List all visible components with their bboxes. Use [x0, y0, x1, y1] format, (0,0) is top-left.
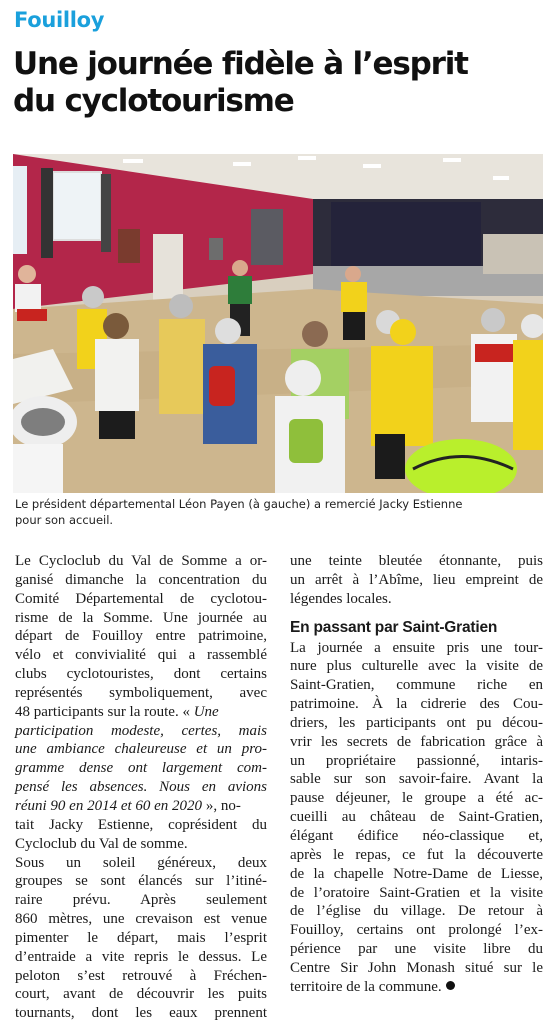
body-line: de l’église du village. De retour à	[290, 903, 543, 920]
body-line: élégant édifice néo-classique et,	[290, 827, 543, 844]
body-line-italic	[15, 740, 267, 759]
body-line: pimenter le départ, mais l’esprit	[15, 929, 267, 946]
end-of-article-dot-icon	[446, 981, 455, 990]
quote-text: participation modeste, certes, mais	[15, 722, 267, 739]
quote-start: Une	[193, 703, 219, 720]
cyclists-in-hall-illustration	[13, 154, 543, 493]
article-photo	[13, 154, 543, 493]
body-line: clubs cyclotouristes, dont certains	[15, 666, 267, 683]
body-line: nure plus culturelle avec la visite de	[290, 658, 543, 675]
body-line: Comité Départemental de cyclotou-	[15, 590, 267, 607]
body-line: un arrêt à l’Abîme, lieu empreint de	[290, 571, 543, 588]
headline-line-1: Une journée fidèle à l’esprit	[13, 46, 468, 82]
body-text: territoire de la commune.	[290, 978, 442, 995]
quote-text: gramme dense ont largement com-	[15, 760, 267, 777]
body-line	[15, 703, 267, 722]
body-line-italic	[15, 722, 267, 741]
body-line-last	[290, 978, 543, 997]
body-line: de la chapelle Notre-Dame de Liesse,	[290, 865, 543, 882]
body-line: ganisé dimanche la concentration du	[15, 571, 267, 588]
body-line: un propriétaire passionné, intaris-	[290, 752, 543, 769]
body-text: », no-	[202, 797, 241, 814]
section-label: Fouilloy	[14, 8, 105, 32]
body-line: légendes locales.	[290, 590, 392, 607]
body-line: 860 mètres, une crevaison est venue	[15, 911, 267, 928]
photo-caption	[15, 496, 535, 528]
body-line: Saint-Gratien, commune riche en	[290, 677, 543, 694]
body-line: peloton s’est retrouvé à Fréchen-	[15, 967, 267, 984]
body-line: Cycloclub du Val de somme.	[15, 835, 188, 852]
quote-text: pensé les absences. Nous en avions	[15, 779, 267, 796]
body-line: Fouilloy, certains ont prolongé l’ex-	[290, 922, 543, 939]
article-column-right	[290, 552, 543, 997]
subheading: En passant par Saint-Gratien	[290, 618, 498, 636]
body-line: pause déjeuner, le groupe a été ac-	[290, 790, 543, 807]
body-line: raire prévu. Après seulement	[15, 892, 267, 909]
body-line: une teinte bleutée étonnante, puis	[290, 553, 543, 569]
headline-line-2: du cyclotourisme	[13, 83, 294, 119]
body-line: groupes se sont élancés sur l’itiné-	[15, 873, 267, 890]
body-line	[15, 797, 267, 816]
body-line: départ de Fouilloy entre patrimoine,	[15, 628, 267, 645]
body-line-italic	[15, 778, 267, 797]
quote-text: une ambiance chaleureuse et un pro-	[15, 741, 267, 758]
body-line: vélo et convivialité qui a rassemblé	[15, 647, 267, 664]
body-text: 48 participants sur la route. «	[15, 703, 190, 720]
body-line: représentés symboliquement, avec	[15, 684, 267, 701]
body-line: de l’oratoire Saint-Gratien et la visite	[290, 884, 543, 901]
body-line: après le repas, ce fut la découverte	[290, 846, 543, 863]
body-line: Centre Sir John Monash situé sur le	[290, 959, 543, 976]
body-line: Sous un soleil généreux, deux	[15, 854, 267, 871]
body-line: cueilli au château de Saint-Gratien,	[290, 809, 543, 826]
article-column-left	[15, 552, 267, 1023]
body-line: tait Jacky Estienne, coprésident du	[15, 816, 267, 833]
body-line: vrir les secrets de fabrication grâce à	[290, 733, 543, 750]
caption-line-1: Le président départemental Léon Payen (à gauche) a remercié Jacky Estienne	[15, 497, 463, 511]
body-line: patrimoine. À la cidrerie des Cou-	[290, 696, 543, 713]
body-line: tournants, dont les eaux prennent	[15, 1005, 267, 1022]
body-line: d’entraide a vite repris le dessus. Le	[15, 948, 267, 965]
quote-text: réuni 90 en 2014 et 60 en 2020	[15, 797, 203, 814]
body-line-italic	[15, 759, 267, 778]
body-line: La journée a ensuite pris une tour-	[290, 639, 543, 656]
body-line: court, avant de découvrir les puits	[15, 986, 267, 1003]
body-line: périence par une visite libre du	[290, 941, 543, 958]
body-line: driers, les participants ont pu décou-	[290, 714, 543, 731]
body-line: risme de la Somme. Une journée au	[15, 609, 267, 626]
body-line: Le Cycloclub du Val de Somme a or-	[15, 553, 267, 569]
body-line: sable sur son savoir-faire. Avant la	[290, 771, 543, 788]
headline	[13, 46, 543, 120]
caption-line-2: pour son accueil.	[15, 513, 114, 527]
